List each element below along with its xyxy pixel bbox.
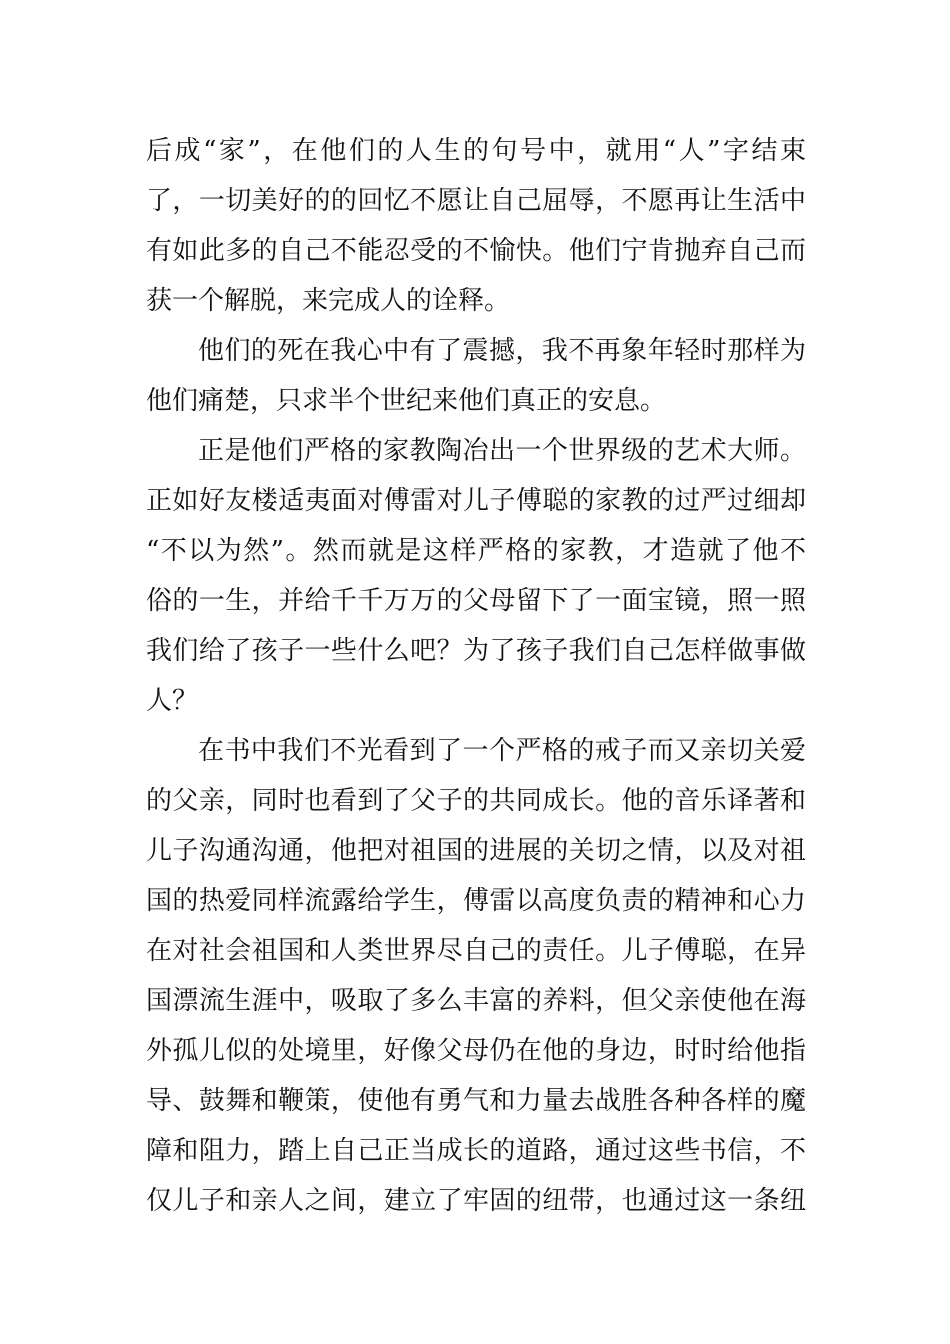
text-line: “不以为然”。然而就是这样严格的家教，才造就了他不 [146, 536, 806, 566]
text-line: 国的热爱同样流露给学生，傅雷以高度负责的精神和心力 [146, 886, 806, 916]
text-line: 了，一切美好的的回忆不愿让自己屈辱，不愿再让生活中 [146, 186, 806, 216]
text-line: 人？ [146, 686, 199, 716]
text-line: 障和阻力，踏上自己正当成长的道路，通过这些书信，不 [146, 1136, 806, 1166]
paragraph [146, 726, 806, 1226]
text-line: 后成“家”，在他们的人生的句号中，就用“人”字结束 [146, 136, 806, 166]
paragraph [146, 426, 806, 726]
text-line: 外孤儿似的处境里，好像父母仍在他的身边，时时给他指 [146, 1036, 806, 1066]
text-line: 在书中我们不光看到了一个严格的戒子而又亲切关爱 [198, 736, 806, 766]
text-line: 有如此多的自己不能忍受的不愉快。他们宁肯抛弃自己而 [146, 236, 806, 266]
text-line: 国漂流生涯中，吸取了多么丰富的养料，但父亲使他在海 [146, 986, 806, 1016]
text-line: 他们痛楚，只求半个世纪来他们真正的安息。 [146, 386, 667, 416]
text-line: 仅儿子和亲人之间，建立了牢固的纽带，也通过这一条纽 [146, 1186, 806, 1216]
text-line: 正是他们严格的家教陶冶出一个世界级的艺术大师。 [198, 436, 806, 466]
text-line: 的父亲，同时也看到了父子的共同成长。他的音乐译著和 [146, 786, 806, 816]
paragraph [146, 326, 806, 426]
text-line: 导、鼓舞和鞭策，使他有勇气和力量去战胜各种各样的魔 [146, 1086, 806, 1116]
text-line: 俗的一生，并给千千万万的父母留下了一面宝镜，照一照 [146, 586, 806, 616]
text-line: 获一个解脱，来完成人的诠释。 [146, 286, 511, 316]
text-line: 儿子沟通沟通，他把对祖国的进展的关切之情，以及对祖 [146, 836, 806, 866]
text-line: 他们的死在我心中有了震撼，我不再象年轻时那样为 [198, 336, 806, 366]
text-line: 在对社会祖国和人类世界尽自己的责任。儿子傅聪，在异 [146, 936, 806, 966]
text-line: 我们给了孩子一些什么吧？为了孩子我们自己怎样做事做 [146, 636, 806, 666]
paragraph [146, 126, 806, 326]
text-line: 正如好友楼适夷面对傅雷对儿子傅聪的家教的过严过细却 [146, 486, 806, 516]
body-text [146, 126, 806, 1226]
